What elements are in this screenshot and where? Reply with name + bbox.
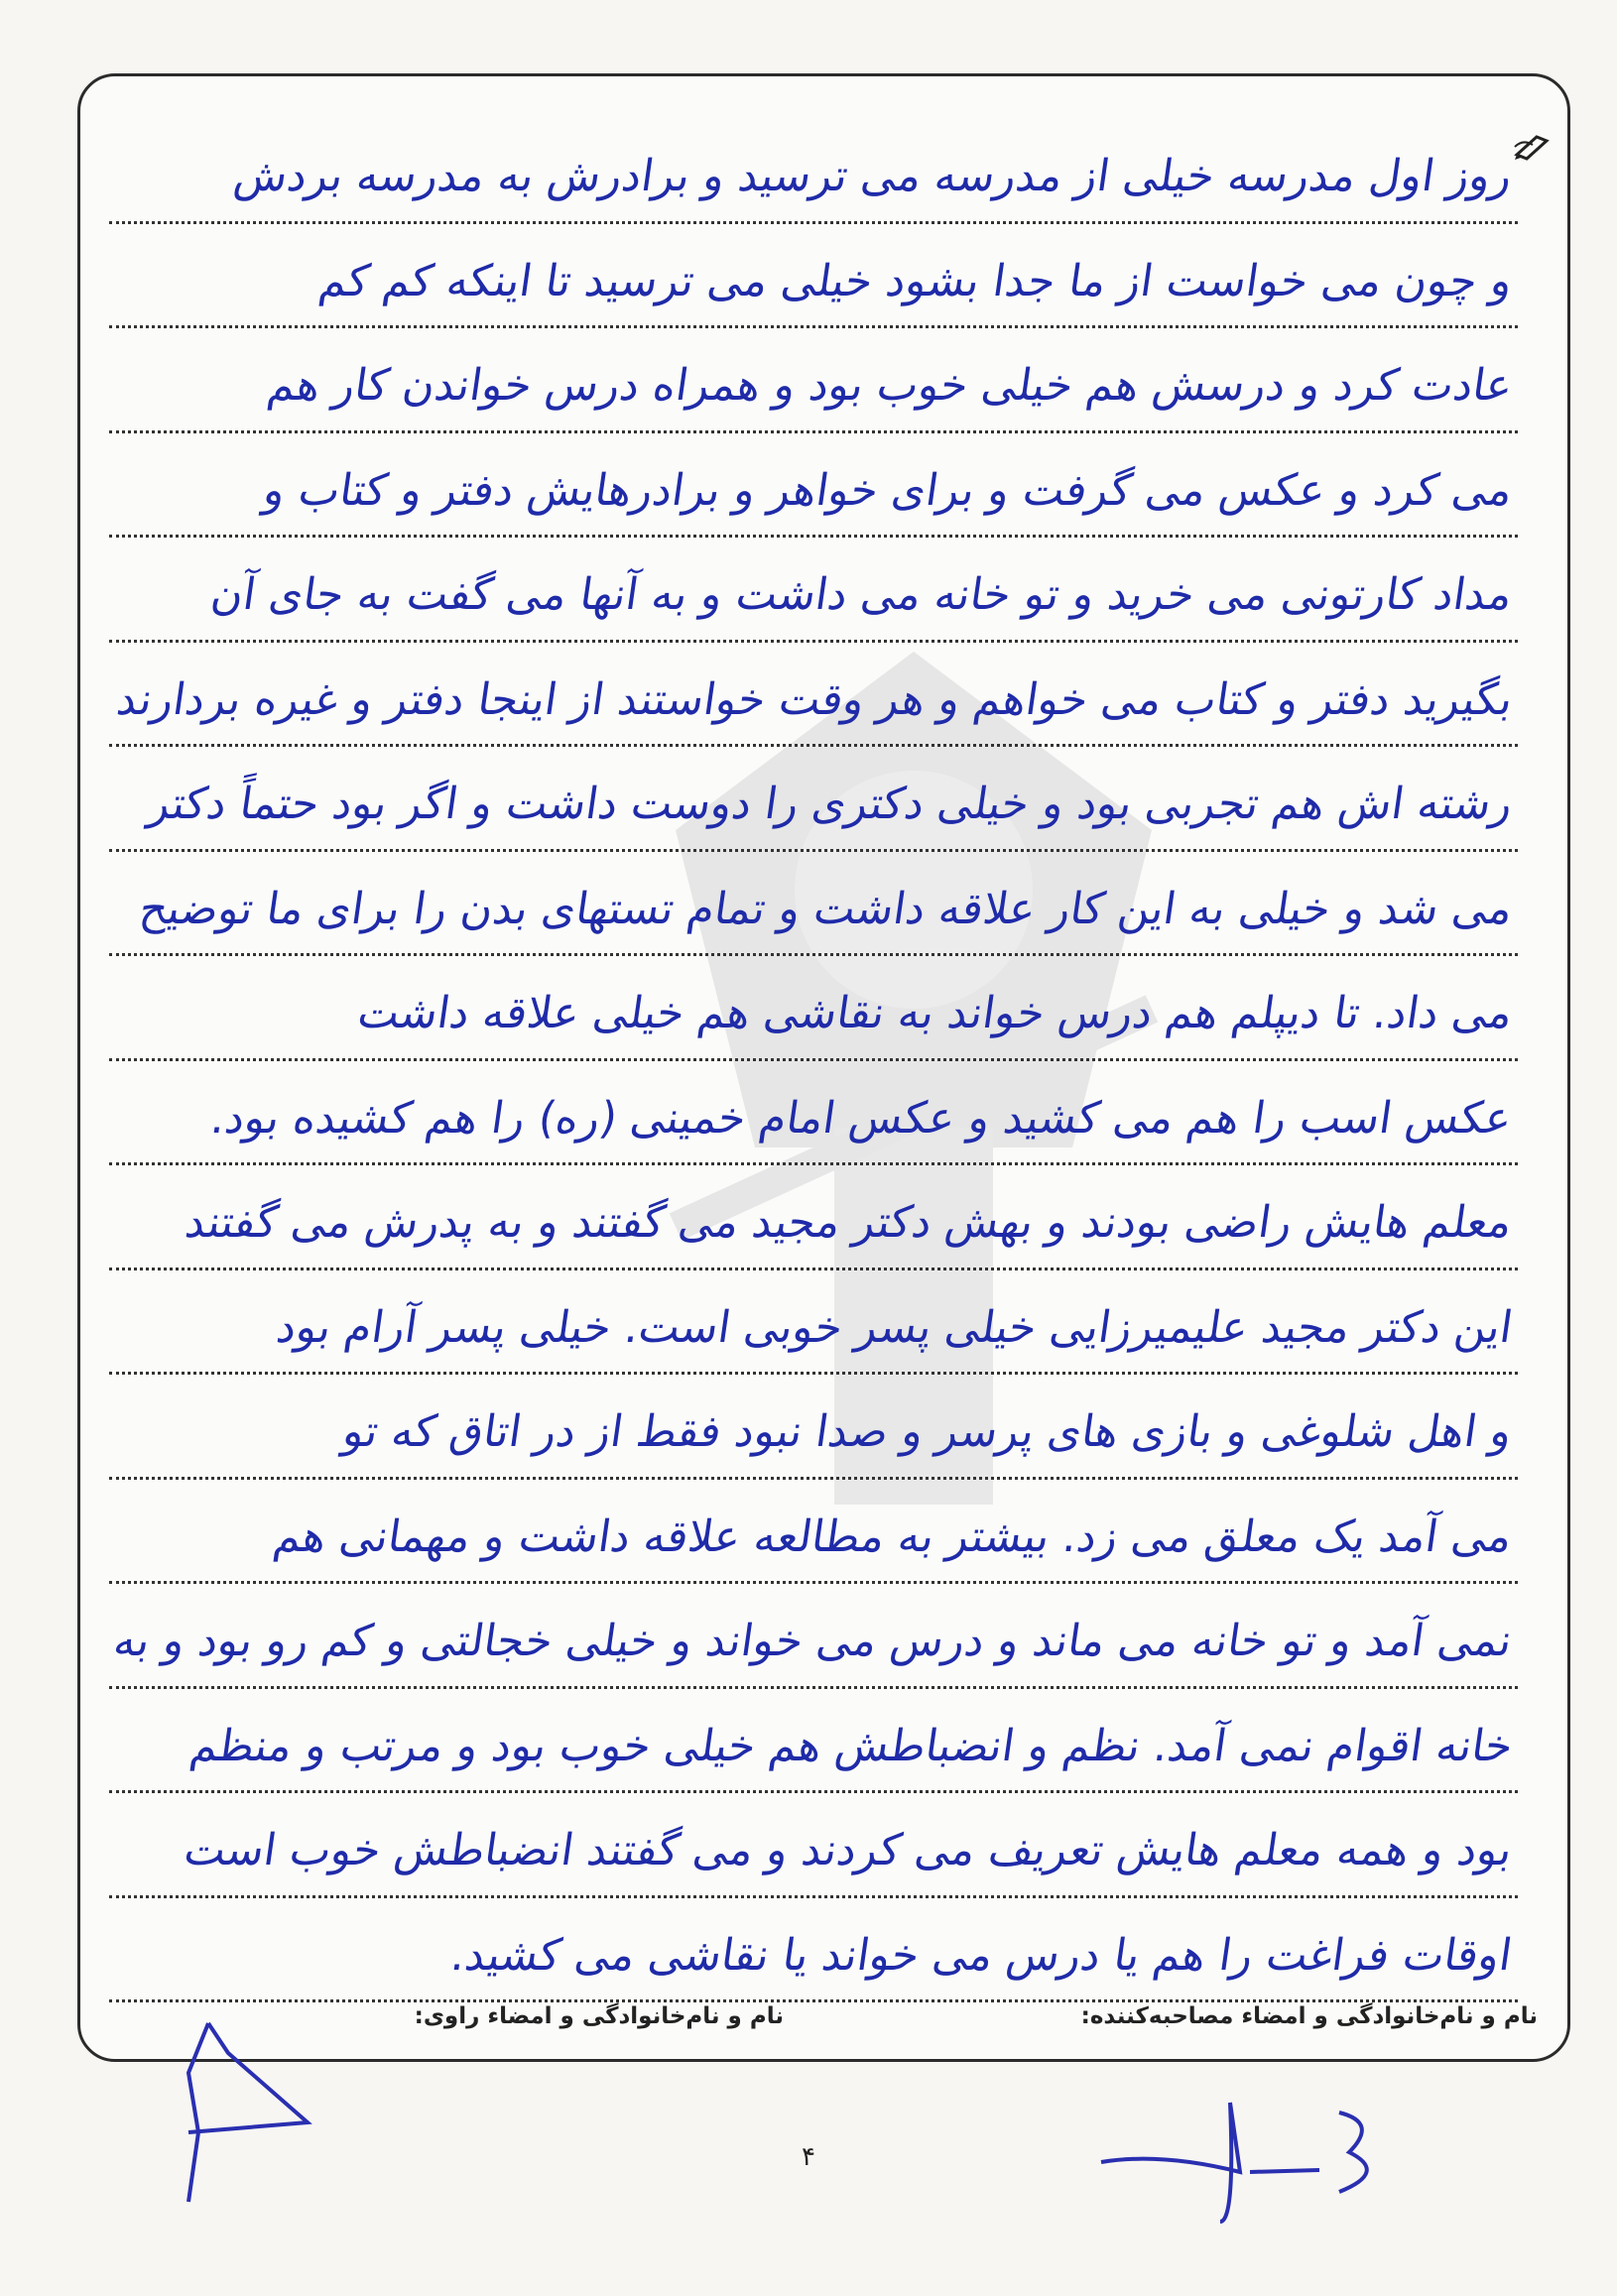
text-line: اوقات فراغت را هم یا درس می خواند یا نقاشی می کشید.: [109, 1898, 1518, 2003]
narrator-signature-icon: [169, 2013, 347, 2212]
text-line: عکس اسب را هم می کشید و عکس امام خمینی (ره) را هم کشیده بود.: [109, 1061, 1518, 1166]
text-line: این دکتر مجید علیمیرزایی خیلی پسر خوبی است. خیلی پسر آرام بود: [109, 1270, 1518, 1376]
text-line: نمی آمد و تو خانه می ماند و درس می خواند و خیلی خجالتی و کم رو بود و به: [109, 1584, 1518, 1689]
text-line: بگیرید دفتر و کتاب می خواهم و هر وقت خواستند از اینجا دفتر و غیره بردارند: [109, 643, 1518, 748]
interviewer-label: نام و نام‌خانوادگی و امضاء مصاحبه‌کننده:: [1080, 2003, 1538, 2029]
text-line: خانه اقوام نمی آمد. نظم و انضباطش هم خیلی خوب بود و مرتب و منظم: [109, 1689, 1518, 1794]
interviewer-signature-icon: [1081, 2063, 1399, 2232]
text-line: و چون می خواست از ما جدا بشود خیلی می ترسید تا اینکه کم کم: [109, 224, 1518, 329]
narrator-label: نام و نام‌خانوادگی و امضاء راوی:: [414, 2003, 784, 2029]
text-line: روز اول مدرسه خیلی از مدرسه می ترسید و برادرش به مدرسه بردش: [109, 119, 1518, 224]
text-line: می آمد یک معلق می زد. بیشتر به مطالعه علاقه داشت و مهمانی هم: [109, 1480, 1518, 1585]
pen-icon: [1513, 131, 1553, 161]
text-line: می کرد و عکس می گرفت و برای خواهر و برادرهایش دفتر و کتاب و: [109, 433, 1518, 539]
text-line: رشته اش هم تجربی بود و خیلی دکتری را دوست داشت و اگر بود حتماً دکتر: [109, 747, 1518, 852]
text-line: معلم هایش راضی بودند و بهش دکتر مجید می گفتند و به پدرش می گفتند: [109, 1165, 1518, 1270]
text-line: بود و همه معلم هایش تعریف می کردند و می گفتند انضباطش خوب است: [109, 1793, 1518, 1898]
text-line: عادت کرد و درسش هم خیلی خوب بود و همراه درس خواندن کار هم: [109, 328, 1518, 433]
page-number: ۴: [802, 2142, 815, 2172]
text-line: می شد و خیلی به این کار علاقه داشت و تمام تستهای بدن را برای ما توضیح: [109, 852, 1518, 957]
handwritten-lines: [109, 119, 1518, 2002]
text-line: و اهل شلوغی و بازی های پرسر و صدا نبود فقط از در اتاق که تو: [109, 1375, 1518, 1480]
text-line: مداد کارتونی می خرید و تو خانه می داشت و به آنها می گفت به جای آن: [109, 538, 1518, 643]
text-line: می داد. تا دیپلم هم درس خواند به نقاشی هم خیلی علاقه داشت: [109, 956, 1518, 1061]
